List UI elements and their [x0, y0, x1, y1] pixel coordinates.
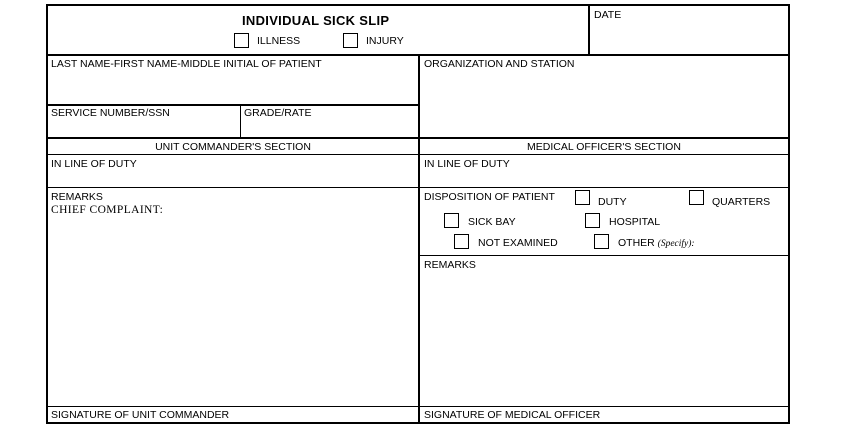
divider-name [48, 104, 420, 106]
divider-date [588, 6, 590, 54]
divider-center [418, 54, 420, 424]
date-label: DATE [594, 9, 622, 21]
disposition-label: DISPOSITION OF PATIENT [424, 191, 555, 203]
illness-checkbox[interactable] [234, 33, 249, 48]
quarters-label: QUARTERS [712, 196, 771, 208]
medical-remarks-label: REMARKS [424, 259, 476, 271]
divider-disposition [420, 255, 788, 256]
patient-name-label: LAST NAME-FIRST NAME-MIDDLE INITIAL OF PATIENT [51, 58, 322, 70]
form-title: INDIVIDUAL SICK SLIP [242, 13, 390, 28]
divider-grade [240, 104, 241, 137]
hospital-checkbox[interactable] [585, 213, 600, 228]
duty-label: DUTY [598, 196, 627, 208]
medical-signature-label: SIGNATURE OF MEDICAL OFFICER [424, 409, 601, 421]
unit-signature-label: SIGNATURE OF UNIT COMMANDER [51, 409, 230, 421]
organization-label: ORGANIZATION AND STATION [424, 58, 575, 70]
injury-checkbox[interactable] [343, 33, 358, 48]
injury-label: INJURY [366, 35, 404, 47]
not-examined-label: NOT EXAMINED [478, 237, 558, 249]
unit-remarks-label: REMARKS [51, 191, 103, 203]
service-number-label: SERVICE NUMBER/SSN [51, 107, 170, 119]
grade-label: GRADE/RATE [244, 107, 312, 119]
other-label [618, 237, 695, 250]
duty-checkbox[interactable] [575, 190, 590, 205]
other-checkbox[interactable] [594, 234, 609, 249]
medical-line-of-duty-label: IN LINE OF DUTY [424, 158, 510, 170]
illness-label: ILLNESS [257, 35, 301, 47]
not-examined-checkbox[interactable] [454, 234, 469, 249]
unit-commander-section-title: UNIT COMMANDER'S SECTION [155, 141, 311, 153]
unit-line-of-duty-label: IN LINE OF DUTY [51, 158, 137, 170]
quarters-checkbox[interactable] [689, 190, 704, 205]
other-label-text: OTHER [618, 237, 655, 249]
medical-officer-section-title: MEDICAL OFFICER'S SECTION [527, 141, 681, 153]
chief-complaint-text: CHIEF COMPLAINT: [51, 204, 164, 216]
sick-slip-form [46, 4, 790, 424]
sick-bay-checkbox[interactable] [444, 213, 459, 228]
sick-bay-label: SICK BAY [468, 216, 516, 228]
specify-label: (Specify): [657, 239, 695, 249]
hospital-label: HOSPITAL [609, 216, 661, 228]
